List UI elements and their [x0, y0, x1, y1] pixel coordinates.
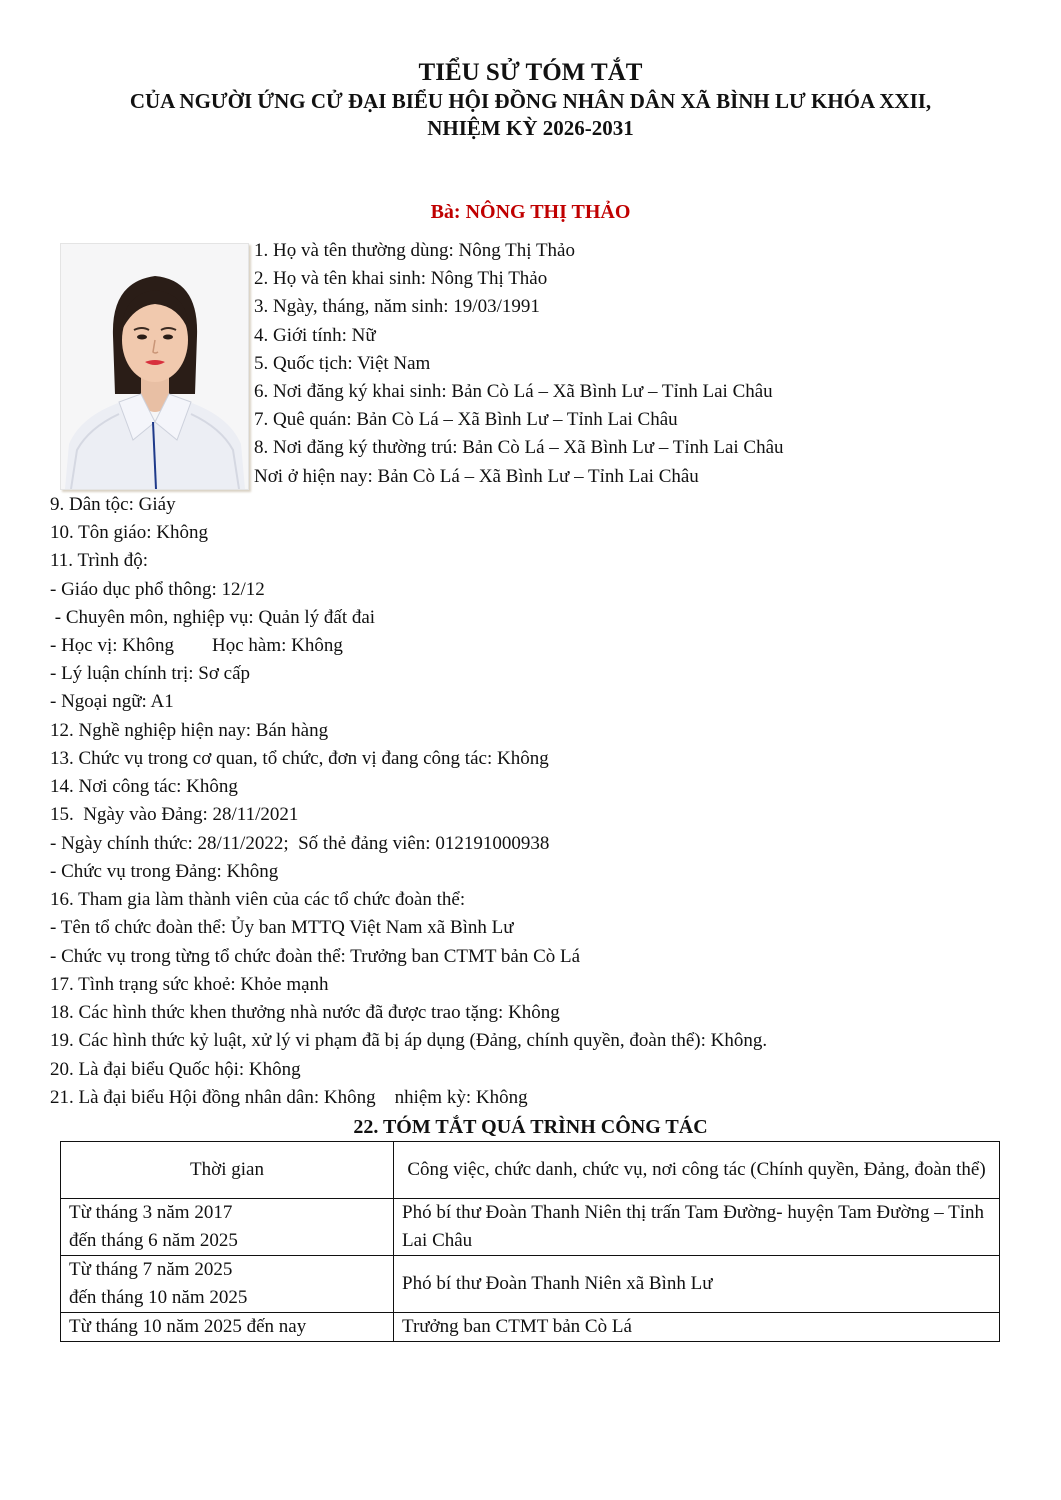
row-time: Từ tháng 10 năm 2025 đến nay [61, 1313, 394, 1342]
field-religion: 10. Tôn giáo: Không [50, 522, 208, 543]
column-header-role: Công việc, chức danh, chức vụ, nơi công tác (Chính quyền, Đảng, đoàn thể) [394, 1142, 1000, 1199]
field-workplace: 14. Nơi công tác: Không [50, 776, 238, 797]
table-row [61, 1199, 1000, 1256]
field-occupation: 12. Nghề nghiệp hiện nay: Bán hàng [50, 720, 329, 741]
field-ethnicity: 9. Dân tộc: Giáy [50, 494, 176, 515]
portrait-photo [60, 243, 249, 490]
field-academic-degree: - Học vị: Không Học hàm: Không [50, 635, 343, 656]
field-birth-registration: 6. Nơi đăng ký khai sinh: Bản Cò Lá – Xã Bình Lư – Tỉnh Lai Châu [254, 381, 773, 402]
row-time: Từ tháng 3 năm 2017 đến tháng 6 năm 2025 [61, 1199, 394, 1256]
field-political-theory: - Lý luận chính trị: Sơ cấp [50, 663, 251, 684]
title-line-1: TIỂU SỬ TÓM TẮT [418, 59, 643, 86]
field-position: 13. Chức vụ trong cơ quan, tổ chức, đơn vị đang công tác: Không [50, 748, 549, 769]
field-party-join-date: 15. Ngày vào Đảng: 28/11/2021 [50, 804, 299, 825]
field-gender: 4. Giới tính: Nữ [254, 325, 376, 346]
work-history-heading: 22. TÓM TẮT QUÁ TRÌNH CÔNG TÁC [353, 1116, 708, 1138]
field-hometown: 7. Quê quán: Bản Cò Lá – Xã Bình Lư – Tỉnh Lai Châu [254, 409, 678, 430]
field-national-assembly: 20. Là đại biểu Quốc hội: Không [50, 1059, 301, 1080]
document-title [0, 58, 1061, 142]
table-row [61, 1313, 1000, 1342]
work-history-table [60, 1141, 1000, 1342]
table-header-row [61, 1142, 1000, 1199]
column-header-time: Thời gian [61, 1142, 394, 1199]
field-common-name: 1. Họ và tên thường dùng: Nông Thị Thảo [254, 240, 575, 261]
field-awards: 18. Các hình thức khen thưởng nhà nước đã được trao tặng: Không [50, 1002, 560, 1023]
field-health: 17. Tình trạng sức khoẻ: Khỏe mạnh [50, 974, 329, 995]
field-current-residence: Nơi ở hiện nay: Bản Cò Lá – Xã Bình Lư – Tỉnh Lai Châu [254, 466, 699, 487]
field-nationality: 5. Quốc tịch: Việt Nam [254, 353, 431, 374]
portrait-image [61, 244, 248, 489]
field-council-delegate: 21. Là đại biểu Hội đồng nhân dân: Không nhiệm kỳ: Không [50, 1087, 528, 1108]
field-permanent-residence: 8. Nơi đăng ký thường trú: Bản Cò Lá – Xã Bình Lư – Tỉnh Lai Châu [254, 437, 784, 458]
row-role: Trưởng ban CTMT bản Cò Lá [394, 1313, 1000, 1342]
title-line-2: CỦA NGƯỜI ỨNG CỬ ĐẠI BIỂU HỘI ĐỒNG NHÂN DÂN XÃ BÌNH LƯ KHÓA XXII, [129, 89, 932, 113]
field-specialization: - Chuyên môn, nghiệp vụ: Quản lý đất đai [50, 607, 376, 628]
field-organization-name: - Tên tổ chức đoàn thể: Ủy ban MTTQ Việt Nam xã Bình Lư [50, 917, 514, 938]
field-discipline: 19. Các hình thức kỷ luật, xử lý vi phạm đã bị áp dụng (Đảng, chính quyền, đoàn thể): Không. [50, 1030, 768, 1051]
field-foreign-language: - Ngoại ngữ: A1 [50, 691, 174, 712]
row-role: Phó bí thư Đoàn Thanh Niên thị trấn Tam Đường- huyện Tam Đường – Tỉnh Lai Châu [394, 1199, 1000, 1256]
field-party-official-date: - Ngày chính thức: 28/11/2022; Số thẻ đảng viên: 012191000938 [50, 833, 550, 854]
field-party-position: - Chức vụ trong Đảng: Không [50, 861, 279, 882]
title-line-3: NHIỆM KỲ 2026-2031 [427, 116, 634, 140]
field-date-of-birth: 3. Ngày, tháng, năm sinh: 19/03/1991 [254, 296, 540, 317]
field-organization-position: - Chức vụ trong từng tổ chức đoàn thể: Trưởng ban CTMT bản Cò Lá [50, 946, 581, 967]
row-role: Phó bí thư Đoàn Thanh Niên xã Bình Lư [394, 1256, 1000, 1313]
candidate-name: Bà: NÔNG THỊ THẢO [430, 201, 631, 223]
row-time: Từ tháng 7 năm 2025 đến tháng 10 năm 2025 [61, 1256, 394, 1313]
table-row [61, 1256, 1000, 1313]
field-birth-name: 2. Họ và tên khai sinh: Nông Thị Thảo [254, 268, 548, 289]
field-general-education: - Giáo dục phổ thông: 12/12 [50, 579, 265, 600]
field-organizations-heading: 16. Tham gia làm thành viên của các tổ chức đoàn thể: [50, 889, 466, 910]
field-education-heading: 11. Trình độ: [50, 550, 149, 571]
